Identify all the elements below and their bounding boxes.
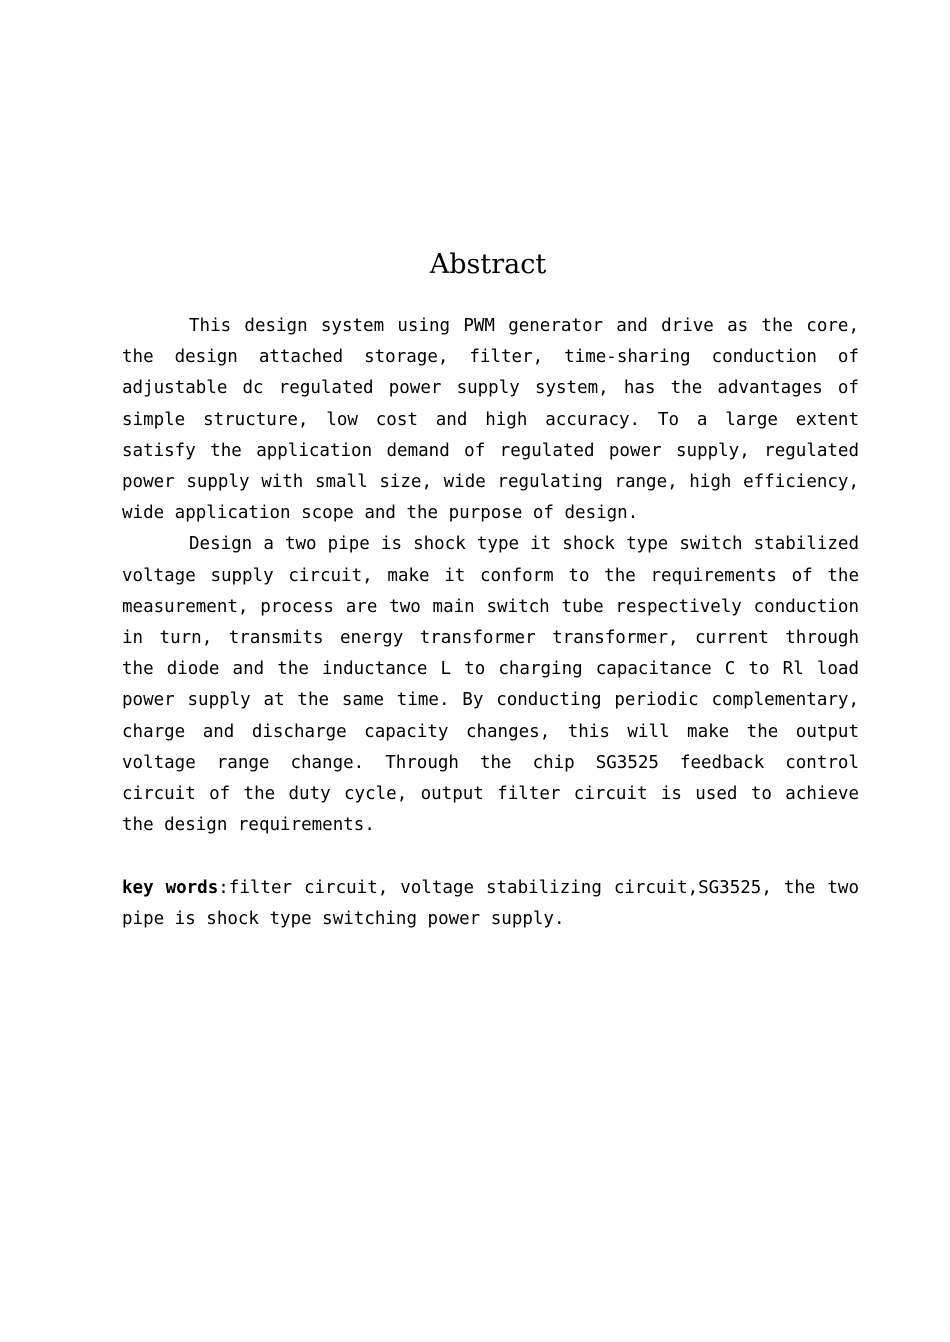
keywords-label: key words	[122, 878, 219, 898]
abstract-title: Abstract	[429, 249, 547, 280]
abstract-paragraph-2: Design a two pipe is shock type it shock type switch stabilized voltage supply circuit, make it conform to the requirements of the measurement, process are two main switch tube respectively conduction in turn, transmits energy transformer transformer, current through the diode and the inductance L to charging capacitance C to Rl load power supply at the same time. By conducting periodic complementary, charge and discharge capacity changes, this will make the output voltage range change. Through the chip SG3525 feedback control circuit of the duty cycle, output filter circuit is used to achieve the design requirements.	[122, 534, 859, 836]
abstract-paragraph-1: This design system using PWM generator and drive as the core, the design attached storage, filter, time-sharing conduction of adjustable dc regulated power supply system, has the advantages of simple structure, low cost and high accuracy. To a large extent satisfy the application demand of regulated power supply, regulated power supply with small size, wide regulating range, high efficiency, wide application scope and the purpose of design.	[122, 316, 859, 524]
keywords-line	[122, 873, 859, 935]
keywords-text: :filter circuit, voltage stabilizing circuit,SG3525, the two pipe is shock type switching power supply.	[122, 878, 860, 930]
abstract-body	[122, 311, 859, 841]
